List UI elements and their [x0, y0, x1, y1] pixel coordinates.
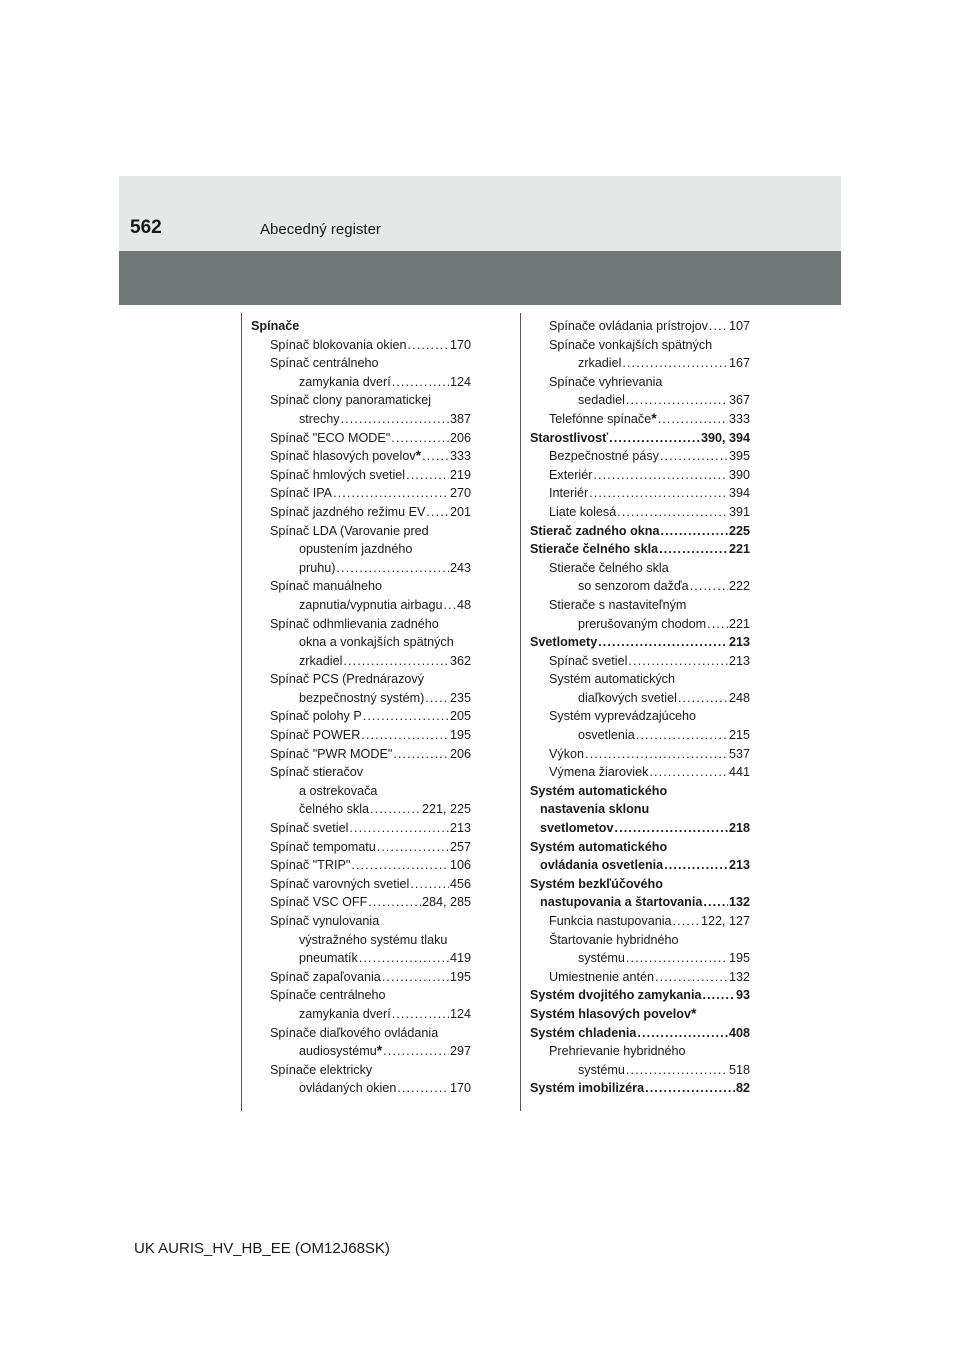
leader-dots: [615, 819, 728, 838]
index-entry-text: Starostlivosť: [530, 430, 609, 445]
index-entry-text: Štartovanie hybridného: [549, 932, 679, 947]
page-reference: 124: [449, 374, 471, 389]
index-entry-text: Spínače centrálneho: [270, 988, 386, 1003]
leader-dots: [598, 633, 728, 652]
leader-dots: [336, 559, 449, 578]
page-reference: 235: [449, 690, 471, 705]
leader-dots: [660, 447, 728, 466]
index-entry-text: Spínač stieračov: [270, 765, 364, 780]
document-footer: UK AURIS_HV_HB_EE (OM12J68SK): [134, 1240, 390, 1257]
index-entry: [530, 652, 750, 671]
page-reference: 206: [449, 430, 471, 445]
page-reference: 394: [728, 486, 750, 501]
index-entry: [251, 875, 471, 894]
page-reference: 367: [728, 393, 750, 408]
page-reference: 395: [728, 449, 750, 464]
index-entry-text: opustením jazdného: [299, 542, 413, 557]
leader-dots: [408, 336, 449, 355]
index-entry: [530, 540, 750, 559]
page-reference: 195: [728, 951, 750, 966]
index-entry: [251, 484, 471, 503]
page-reference: 284, 285: [421, 895, 471, 910]
index-entry-text: Stierač zadného okna: [530, 523, 660, 538]
leader-dots: [368, 893, 421, 912]
index-entry: [530, 596, 750, 633]
leader-dots: [393, 745, 449, 764]
leader-dots: [377, 838, 449, 857]
index-entry-text: zamykania dverí: [299, 374, 391, 389]
index-entry-text: prerušovaným chodom: [578, 616, 707, 631]
index-entry: [530, 373, 750, 410]
page-reference: 456: [449, 876, 471, 891]
page-reference: 218: [728, 821, 750, 836]
leader-dots: [392, 1005, 449, 1024]
page-reference: 213: [728, 653, 750, 668]
page-reference: 243: [449, 560, 471, 575]
index-entry: Spínač hlasových povelov * . . . 333: [251, 447, 471, 466]
index-entry-text: Stierače s nastaviteľným: [549, 597, 687, 612]
index-entry-text: strechy: [299, 411, 340, 426]
index-entry-text: Spínač hmlových svetiel: [270, 467, 406, 482]
leader-dots: [585, 745, 728, 764]
index-entry-text: audiosystému: [299, 1044, 377, 1059]
index-entry-text: diaľkových svetiel: [578, 690, 677, 705]
index-entry-text: ovládaných okien: [299, 1081, 397, 1096]
leader-dots: [626, 391, 728, 410]
index-entry-text: Spínač manuálneho: [270, 579, 383, 594]
index-entry: [530, 522, 750, 541]
index-entry-text: Systém imobilizéra: [530, 1081, 645, 1096]
leader-dots: [626, 1061, 728, 1080]
index-entry: [251, 1061, 471, 1098]
index-entry: [251, 726, 471, 745]
index-entry: [530, 317, 750, 336]
leader-dots: [707, 615, 728, 634]
leader-dots: [636, 726, 728, 745]
index-entry-text: Umiestnenie antén: [549, 969, 655, 984]
page-reference: 195: [449, 969, 471, 984]
index-entry-text: Systém automatických: [549, 672, 675, 687]
leader-dots: [382, 968, 449, 987]
page-reference: 48: [456, 597, 471, 612]
index-entry: [530, 336, 750, 373]
index-entry: [530, 633, 750, 652]
leader-dots: [637, 1024, 728, 1043]
leader-dots: [426, 503, 449, 522]
header-top-band: [119, 176, 841, 251]
index-entry-text: zrkadiel: [578, 356, 622, 371]
index-entry: [251, 986, 471, 1023]
index-entry: Systém hlasových povelov *: [530, 1005, 750, 1024]
page-reference: 170: [449, 1081, 471, 1096]
leader-dots: [690, 577, 728, 596]
leader-dots: [343, 652, 449, 671]
leader-dots: [649, 763, 728, 782]
page-reference: 93: [735, 988, 750, 1003]
index-entry: [530, 447, 750, 466]
leader-dots: [645, 1079, 735, 1098]
index-entry-text: Stierače čelného skla: [549, 560, 669, 575]
page-reference: 82: [735, 1081, 750, 1096]
index-entry-text: Systém dvojitého zamykania: [530, 988, 702, 1003]
section-title: Abecedný register: [260, 221, 381, 238]
index-entry-text: Interiér: [549, 486, 589, 501]
leader-dots: [628, 652, 728, 671]
index-entry: Spínače diaľkového ovládania audiosystému * . . . 297: [251, 1024, 471, 1061]
index-entry-text: svetlometov: [540, 821, 614, 836]
index-entry-text: Spínač PCS (Prednárazový: [270, 672, 424, 687]
page-reference: 213: [728, 858, 750, 873]
leader-dots: [391, 429, 449, 448]
index-entry: [530, 931, 750, 968]
page-reference: 518: [728, 1062, 750, 1077]
leader-dots: [655, 968, 728, 987]
page-reference: 333: [728, 411, 750, 426]
page-reference: 221, 225: [421, 802, 471, 817]
page-reference: 206: [449, 746, 471, 761]
page-reference: 362: [449, 653, 471, 668]
page-reference: 124: [449, 1006, 471, 1021]
index-entry-text: Spínač svetiel: [270, 821, 349, 836]
leader-dots: [397, 1079, 449, 1098]
index-entry-text: Spínač blokovania okien: [270, 337, 407, 352]
index-entry-text: Spínače ovládania prístrojov: [549, 319, 708, 333]
page-reference: 270: [449, 486, 471, 501]
index-entry-text: Prehrievanie hybridného: [549, 1044, 686, 1059]
index-entry-text: Exteriér: [549, 467, 593, 482]
index-entry: Telefónne spínače * . . . 333: [530, 410, 750, 429]
index-entry-text: Spínač "PWR MODE": [270, 746, 393, 761]
index-entry: [251, 466, 471, 485]
index-entry-text: ovládania osvetlenia: [540, 858, 664, 873]
index-entry: [251, 615, 471, 671]
index-entry: [251, 968, 471, 987]
index-entry: [251, 317, 471, 336]
leader-dots: [673, 912, 700, 931]
index-entry-text: Spínač LDA (Varovanie pred: [270, 523, 429, 538]
page-reference: 205: [449, 709, 471, 724]
index-entry: [530, 503, 750, 522]
index-entry-text: Systém vyprevádzajúceho: [549, 709, 696, 724]
index-entry-text: zamykania dverí: [299, 1006, 391, 1021]
index-entry: [530, 484, 750, 503]
page-reference: 537: [728, 746, 750, 761]
leader-dots: [609, 429, 700, 448]
page-reference: 225: [728, 523, 750, 538]
page-reference: 333: [449, 449, 471, 464]
index-entry: [530, 559, 750, 596]
index-entry: [251, 856, 471, 875]
index-entry: [530, 466, 750, 485]
index-entry: [530, 763, 750, 782]
index-entry: [251, 354, 471, 391]
index-entry: [530, 968, 750, 987]
leader-dots: [363, 707, 449, 726]
index-entry-text: Spínač odhmlievania zadného: [270, 616, 439, 631]
page-reference: 219: [449, 467, 471, 482]
index-entry-text: Spínač zapaľovania: [270, 969, 381, 984]
leader-dots: [383, 1042, 449, 1061]
page-number: 562: [130, 217, 162, 238]
index-entry: [251, 522, 471, 578]
index-entry-text: pruhu): [299, 560, 336, 575]
page-reference: 390, 394: [700, 430, 750, 445]
index-entry-text: bezpečnostný systém): [299, 690, 425, 705]
leader-dots: [617, 503, 728, 522]
index-entry-text: Spínač "TRIP": [270, 858, 351, 873]
index-entry: [530, 1079, 750, 1098]
page-reference: 213: [728, 635, 750, 650]
leader-dots: [370, 800, 421, 819]
leader-dots: [406, 466, 449, 485]
page-reference: 195: [449, 728, 471, 743]
index-entry: [251, 429, 471, 448]
page-reference: 132: [728, 969, 750, 984]
index-entry-text: čelného skla: [299, 802, 370, 817]
index-entry-text: zapnutia/vypnutia airbagu: [299, 597, 443, 612]
right-column-divider: [520, 313, 521, 1111]
index-entry-text: pneumatík: [299, 951, 358, 966]
index-entry: [530, 875, 750, 912]
index-entry-text: so senzorom dažďa: [578, 579, 689, 594]
page-reference: 221: [728, 616, 750, 631]
page-reference: 419: [449, 951, 471, 966]
page-reference: 132: [728, 895, 750, 910]
index-entry-text: zrkadiel: [299, 653, 343, 668]
leader-dots: [703, 893, 728, 912]
index-entry-text: systému: [578, 1062, 625, 1077]
leader-dots: [702, 986, 735, 1005]
index-entry-text: sedadiel: [578, 393, 625, 408]
leader-dots: [351, 856, 449, 875]
index-entry: [530, 912, 750, 931]
index-entry-text: nastavenia sklonu: [540, 802, 650, 817]
leader-dots: [333, 484, 449, 503]
leader-dots: [392, 373, 449, 392]
index-entry-text: Liate kolesá: [549, 504, 617, 519]
leader-dots: [422, 447, 449, 466]
index-entry-text: okna a vonkajších spätných: [299, 635, 454, 650]
index-entry: [530, 429, 750, 448]
index-entry-text: Systém automatického: [530, 839, 668, 854]
index-entry-text: Systém hlasových povelov: [530, 1006, 691, 1021]
index-entry: [530, 1024, 750, 1043]
page-reference: 390: [728, 467, 750, 482]
index-entry: [251, 763, 471, 819]
leader-dots: [626, 949, 728, 968]
page-reference: 391: [728, 504, 750, 519]
index-entry-text: Spínače: [251, 319, 300, 333]
leader-dots: [444, 596, 456, 615]
index-entry-text: Spínač polohy P: [270, 709, 362, 724]
index-entry-text: Spínač hlasových povelov: [270, 449, 416, 464]
index-entry: [530, 782, 750, 838]
page-reference: 215: [728, 728, 750, 743]
index-entry-text: Spínače vonkajších spätných: [549, 337, 713, 352]
index-entry: [251, 577, 471, 614]
index-entry-text: Spínač svetiel: [549, 653, 628, 668]
leader-dots: [678, 689, 728, 708]
leader-dots: [658, 410, 728, 429]
index-entry: [251, 745, 471, 764]
index-entry-text: a ostrekovača: [299, 783, 378, 798]
index-entry-text: Bezpečnostné pásy: [549, 449, 659, 464]
page-reference: 106: [449, 858, 471, 873]
index-entry-text: Spínače vyhrievania: [549, 374, 663, 389]
index-entry-text: Výkon: [549, 746, 585, 761]
left-column-divider: [241, 313, 242, 1111]
index-entry-text: Spínač varovných svetiel: [270, 876, 410, 891]
page-reference: 387: [449, 411, 471, 426]
index-entry: [251, 707, 471, 726]
leader-dots: [664, 856, 728, 875]
page-reference: 257: [449, 839, 471, 854]
index-entry-text: Spínače elektricky: [270, 1062, 373, 1077]
index-entry: [251, 336, 471, 355]
leader-dots: [660, 522, 728, 541]
index-entry: [251, 670, 471, 707]
page-reference: 213: [449, 821, 471, 836]
leader-dots: [589, 484, 728, 503]
index-entry: [530, 1042, 750, 1079]
index-entry-text: Telefónne spínače: [549, 411, 652, 426]
page-reference: 122, 127: [700, 914, 750, 928]
page-reference: 167: [728, 356, 750, 371]
index-entry-text: Spínač centrálneho: [270, 356, 379, 371]
leader-dots: [709, 317, 728, 336]
index-entry-text: výstražného systému tlaku: [299, 932, 448, 947]
index-entry-text: systému: [578, 951, 625, 966]
leader-dots: [341, 410, 449, 429]
leader-dots: [659, 540, 728, 559]
index-entry-text: Systém automatického: [530, 783, 668, 798]
index-entry-text: osvetlenia: [578, 728, 635, 743]
index-entry-text: Spínač jazdného režimu EV: [270, 504, 426, 519]
index-entry: [251, 893, 471, 912]
index-entry-text: Systém bezkľúčového: [530, 876, 663, 891]
page-reference: 201: [449, 504, 471, 519]
index-entry-text: Systém chladenia: [530, 1025, 637, 1040]
index-entry-text: Stierače čelného skla: [530, 542, 659, 557]
index-entry-text: nastupovania a štartovania: [540, 895, 703, 910]
index-entry: [251, 819, 471, 838]
index-entry-text: Spínač IPA: [270, 486, 333, 501]
index-entry-text: Funkcia nastupovania: [549, 914, 672, 928]
page-reference: 248: [728, 690, 750, 705]
index-column-right: [530, 317, 750, 1098]
leader-dots: [349, 819, 449, 838]
page-reference: 408: [728, 1025, 750, 1040]
index-entry: [530, 745, 750, 764]
index-column-left: [251, 317, 471, 1098]
leader-dots: [361, 726, 449, 745]
header-dark-band: [119, 251, 841, 305]
index-entry-text: Svetlomety: [530, 635, 598, 650]
index-entry-text: Spínače diaľkového ovládania: [270, 1025, 439, 1040]
leader-dots: [425, 689, 449, 708]
index-entry-text: Spínač tempomatu: [270, 839, 376, 854]
index-entry-text: Spínač POWER: [270, 728, 361, 743]
index-entry-text: Spínač VSC OFF: [270, 895, 368, 910]
index-entry: [251, 503, 471, 522]
leader-dots: [593, 466, 728, 485]
index-entry-text: Spínač vynulovania: [270, 914, 380, 928]
page-reference: 170: [449, 337, 471, 352]
leader-dots: [359, 949, 449, 968]
page-reference: 222: [728, 579, 750, 594]
page-reference: 107: [728, 319, 750, 333]
index-entry: [530, 838, 750, 875]
index-entry: [530, 707, 750, 744]
page-reference: 441: [728, 765, 750, 780]
index-entry: [251, 838, 471, 857]
index-entry-text: Výmena žiaroviek: [549, 765, 649, 780]
index-entry-text: Spínač clony panoramatickej: [270, 393, 432, 408]
leader-dots: [410, 875, 449, 894]
index-entry: [251, 912, 471, 968]
page-reference: 297: [449, 1044, 471, 1059]
index-entry: [530, 986, 750, 1005]
index-entry: [530, 670, 750, 707]
leader-dots: [622, 354, 728, 373]
page-reference: 221: [728, 542, 750, 557]
index-entry-text: Spínač "ECO MODE": [270, 430, 391, 445]
index-entry: [251, 391, 471, 428]
